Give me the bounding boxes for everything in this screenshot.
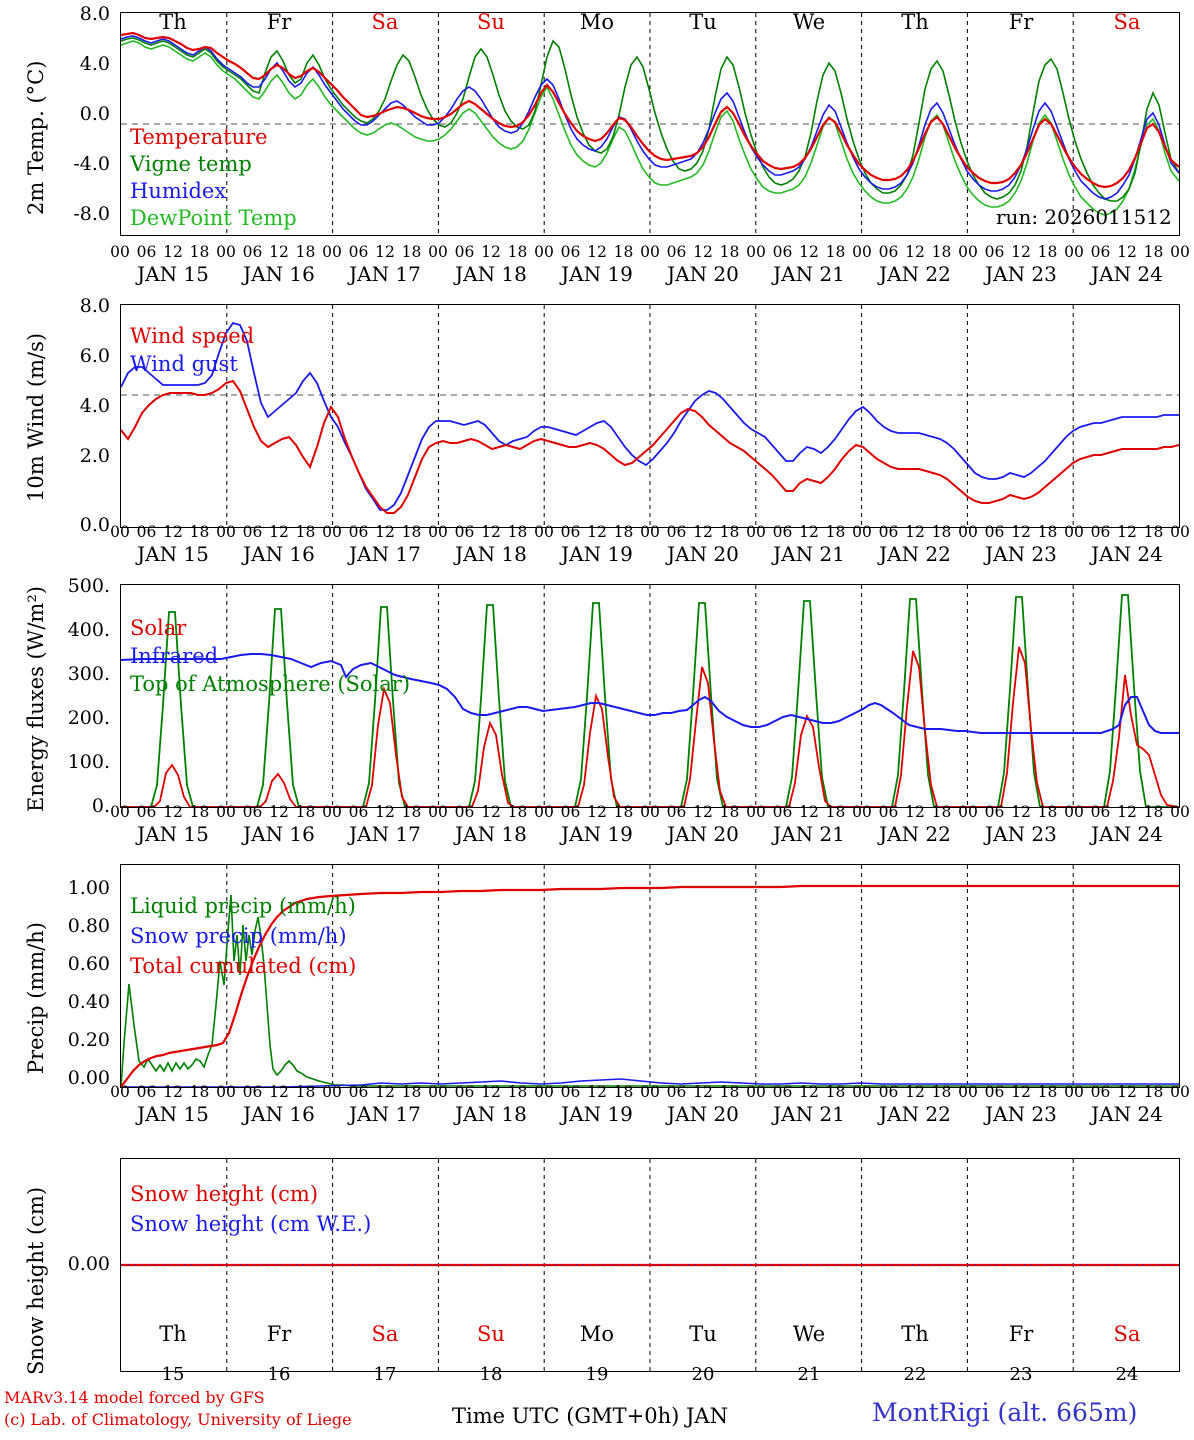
x-tick-day-number: 16 bbox=[267, 1364, 291, 1385]
footer-model-line2: (c) Lab. of Climatology, University of Liege bbox=[4, 1410, 352, 1429]
x-tick-hour: 00 bbox=[746, 243, 766, 261]
x-tick-hour: 00 bbox=[1064, 1083, 1084, 1101]
ytick-temp-4: 4.0 bbox=[79, 53, 110, 75]
x-tick-hour: 18 bbox=[825, 803, 846, 821]
x-tick-hour: 12 bbox=[269, 243, 289, 261]
day-label-2: Sa bbox=[371, 10, 399, 34]
plot-temperature bbox=[120, 12, 1180, 236]
x-tick-hour: 12 bbox=[163, 803, 183, 821]
x-tick-hour: 18 bbox=[189, 1083, 210, 1101]
x-tick-hour: 18 bbox=[1037, 243, 1058, 261]
x-tick-hour: 12 bbox=[269, 523, 289, 541]
x-tick-hour: 12 bbox=[799, 523, 819, 541]
x-tick-hour: 00 bbox=[746, 803, 766, 821]
x-tick-date: JAN 23 bbox=[985, 822, 1057, 846]
x-tick-date: JAN 16 bbox=[243, 542, 315, 566]
x-tick-hour: 00 bbox=[322, 523, 342, 541]
x-tick-hour: 12 bbox=[163, 243, 183, 261]
x-tick-hour: 00 bbox=[216, 243, 236, 261]
legend-total-cumulated: Total cumulated (cm) bbox=[130, 954, 357, 978]
day-label-3: Su bbox=[477, 10, 505, 34]
x-tick-hour: 06 bbox=[772, 803, 793, 821]
x-tick-hour: 00 bbox=[1064, 523, 1084, 541]
ytick-precip-020: 0.20 bbox=[67, 1029, 110, 1051]
x-tick-hour: 00 bbox=[322, 803, 342, 821]
x-tick-date: JAN 20 bbox=[667, 262, 739, 286]
x-tick-date: JAN 24 bbox=[1091, 822, 1163, 846]
x-tick-hour: 00 bbox=[958, 523, 978, 541]
x-tick-hour: 18 bbox=[295, 1083, 316, 1101]
x-tick-hour: 12 bbox=[587, 803, 607, 821]
x-tick-hour: 12 bbox=[269, 1083, 289, 1101]
x-tick-hour: 06 bbox=[772, 1083, 793, 1101]
x-tick-date: JAN 23 bbox=[985, 542, 1057, 566]
x-tick-day-number: 18 bbox=[479, 1364, 503, 1385]
x-tick-hour: 18 bbox=[401, 803, 422, 821]
x-tick-hour: 18 bbox=[825, 1083, 846, 1101]
x-tick-hour: 06 bbox=[454, 243, 475, 261]
x-tick-day-number: 22 bbox=[903, 1364, 927, 1385]
bottom-day-label-3: Su bbox=[477, 1322, 505, 1346]
x-tick-date: JAN 19 bbox=[561, 822, 633, 846]
x-tick-hour: 18 bbox=[931, 243, 952, 261]
x-tick-hour: 00 bbox=[640, 803, 660, 821]
legend-wind-gust: Wind gust bbox=[130, 352, 238, 376]
day-label-0: Th bbox=[159, 10, 187, 34]
x-tick-date: JAN 18 bbox=[455, 1102, 527, 1126]
x-tick-hour: 12 bbox=[481, 523, 501, 541]
bottom-day-label-4: Mo bbox=[579, 1322, 615, 1346]
x-tick-hour: 18 bbox=[1143, 1083, 1164, 1101]
x-tick-hour: 00 bbox=[958, 803, 978, 821]
x-tick-hour: 18 bbox=[719, 243, 740, 261]
x-tick-hour: 00 bbox=[534, 243, 554, 261]
x-tick-hour: 00 bbox=[852, 1083, 872, 1101]
x-tick-hour: 06 bbox=[772, 243, 793, 261]
x-tick-date: JAN 15 bbox=[137, 1102, 209, 1126]
axis-label-temperature: 2m Temp. (°C) bbox=[24, 60, 48, 215]
x-tick-hour: 12 bbox=[375, 1083, 395, 1101]
x-tick-hour: 00 bbox=[216, 523, 236, 541]
x-tick-hour: 00 bbox=[322, 243, 342, 261]
x-tick-date: JAN 15 bbox=[137, 822, 209, 846]
x-tick-hour: 00 bbox=[534, 1083, 554, 1101]
x-tick-hour: 18 bbox=[825, 523, 846, 541]
x-tick-hour: 06 bbox=[242, 1083, 263, 1101]
x-tick-hour: 06 bbox=[560, 523, 581, 541]
x-tick-hour: 06 bbox=[666, 1083, 687, 1101]
x-tick-hour: 12 bbox=[905, 803, 925, 821]
legend-infrared: Infrared bbox=[130, 644, 219, 668]
x-tick-date: JAN 17 bbox=[349, 542, 421, 566]
legend-snow-height-we: Snow height (cm W.E.) bbox=[130, 1212, 372, 1236]
ytick-flux-0: 0. bbox=[91, 795, 110, 817]
legend-vigne-temp: Vigne temp bbox=[130, 152, 252, 176]
x-tick-date: JAN 20 bbox=[667, 1102, 739, 1126]
x-tick-hour: 18 bbox=[189, 803, 210, 821]
x-tick-day-number: 23 bbox=[1009, 1364, 1033, 1385]
x-tick-date: JAN 16 bbox=[243, 262, 315, 286]
bottom-day-label-9: Sa bbox=[1113, 1322, 1141, 1346]
x-tick-hour: 00 bbox=[322, 1083, 342, 1101]
x-tick-hour: 00 bbox=[958, 1083, 978, 1101]
x-tick-date: JAN 19 bbox=[561, 1102, 633, 1126]
x-tick-hour: 00 bbox=[1064, 803, 1084, 821]
day-label-1: Fr bbox=[266, 10, 292, 34]
x-tick-hour: 06 bbox=[136, 523, 157, 541]
ytick-precip-000: 0.00 bbox=[67, 1067, 110, 1089]
x-tick-hour: 06 bbox=[984, 243, 1005, 261]
x-tick-hour: 12 bbox=[799, 243, 819, 261]
axis-label-energy: Energy fluxes (W/m²) bbox=[24, 586, 48, 812]
x-tick-hour: 06 bbox=[242, 803, 263, 821]
x-tick-hour: 12 bbox=[1011, 523, 1031, 541]
x-tick-hour: 12 bbox=[587, 1083, 607, 1101]
x-tick-hour: 18 bbox=[613, 523, 634, 541]
x-tick-hour: 00 bbox=[110, 523, 130, 541]
x-tick-hour: 00 bbox=[110, 243, 130, 261]
x-tick-hour: 06 bbox=[348, 803, 369, 821]
ytick-precip-040: 0.40 bbox=[67, 991, 110, 1013]
x-tick-hour: 06 bbox=[878, 523, 899, 541]
x-tick-hour: 06 bbox=[136, 803, 157, 821]
x-tick-day-number: 17 bbox=[373, 1364, 397, 1385]
x-tick-hour: 12 bbox=[375, 243, 395, 261]
x-tick-date: JAN 24 bbox=[1091, 1102, 1163, 1126]
x-tick-hour: 06 bbox=[1090, 243, 1111, 261]
axis-label-wind: 10m Wind (m/s) bbox=[24, 332, 48, 502]
x-tick-hour: 06 bbox=[454, 523, 475, 541]
ytick-flux-100: 100. bbox=[67, 751, 110, 773]
x-tick-hour: 00 bbox=[1064, 243, 1084, 261]
x-tick-date: JAN 18 bbox=[455, 262, 527, 286]
x-tick-date: JAN 17 bbox=[349, 262, 421, 286]
ytick-precip-080: 0.80 bbox=[67, 915, 110, 937]
x-tick-date: JAN 21 bbox=[773, 262, 845, 286]
x-tick-hour: 18 bbox=[1037, 803, 1058, 821]
ytick-temp-m4: -4.0 bbox=[73, 153, 110, 175]
x-tick-hour: 00 bbox=[852, 803, 872, 821]
x-tick-hour: 06 bbox=[348, 243, 369, 261]
x-tick-hour: 06 bbox=[666, 523, 687, 541]
x-tick-hour: 18 bbox=[1143, 243, 1164, 261]
ytick-wind-2: 2.0 bbox=[79, 445, 110, 467]
x-tick-date: JAN 24 bbox=[1091, 542, 1163, 566]
x-tick-hour: 06 bbox=[136, 1083, 157, 1101]
x-tick-hour: 18 bbox=[1037, 1083, 1058, 1101]
ytick-flux-500: 500. bbox=[67, 575, 110, 597]
x-tick-hour: 12 bbox=[587, 243, 607, 261]
footer-station-label: MontRigi (alt. 665m) bbox=[872, 1398, 1138, 1427]
x-tick-date: JAN 22 bbox=[879, 1102, 951, 1126]
ytick-temp-m8: -8.0 bbox=[73, 203, 110, 225]
x-tick-date: JAN 18 bbox=[455, 822, 527, 846]
x-tick-hour: 12 bbox=[1011, 243, 1031, 261]
x-tick-date: JAN 17 bbox=[349, 1102, 421, 1126]
x-tick-hour: 12 bbox=[269, 803, 289, 821]
x-tick-hour: 12 bbox=[1117, 243, 1137, 261]
x-tick-hour: 06 bbox=[348, 1083, 369, 1101]
ytick-flux-200: 200. bbox=[67, 707, 110, 729]
x-tick-hour: 06 bbox=[560, 1083, 581, 1101]
footer-model-line1: MARv3.14 model forced by GFS bbox=[4, 1388, 265, 1407]
x-tick-hour: 12 bbox=[481, 243, 501, 261]
bottom-day-label-5: Tu bbox=[689, 1322, 717, 1346]
x-tick-hour: 12 bbox=[1117, 1083, 1137, 1101]
x-tick-date: JAN 23 bbox=[985, 1102, 1057, 1126]
x-tick-date: JAN 22 bbox=[879, 822, 951, 846]
x-tick-hour: 12 bbox=[693, 523, 713, 541]
x-tick-date: JAN 15 bbox=[137, 262, 209, 286]
x-tick-hour: 00 bbox=[1170, 1083, 1190, 1101]
x-tick-hour: 18 bbox=[295, 523, 316, 541]
legend-top-of-atmosphere: Top of Atmosphere (Solar) bbox=[130, 672, 411, 696]
x-tick-hour: 12 bbox=[799, 803, 819, 821]
x-tick-hour: 06 bbox=[560, 243, 581, 261]
x-tick-hour: 06 bbox=[772, 523, 793, 541]
plot-energy-fluxes bbox=[120, 584, 1180, 808]
x-tick-hour: 00 bbox=[428, 243, 448, 261]
legend-wind-speed: Wind speed bbox=[130, 324, 255, 348]
x-tick-hour: 06 bbox=[984, 803, 1005, 821]
x-tick-hour: 00 bbox=[1170, 243, 1190, 261]
x-tick-hour: 18 bbox=[401, 243, 422, 261]
x-tick-hour: 18 bbox=[613, 243, 634, 261]
bottom-day-label-2: Sa bbox=[371, 1322, 399, 1346]
x-tick-hour: 00 bbox=[640, 1083, 660, 1101]
x-tick-hour: 00 bbox=[852, 243, 872, 261]
x-tick-hour: 18 bbox=[1143, 523, 1164, 541]
x-tick-hour: 18 bbox=[613, 803, 634, 821]
x-tick-hour: 12 bbox=[693, 803, 713, 821]
x-tick-hour: 00 bbox=[216, 1083, 236, 1101]
x-tick-hour: 00 bbox=[428, 803, 448, 821]
x-tick-hour: 06 bbox=[1090, 803, 1111, 821]
x-tick-hour: 12 bbox=[1117, 523, 1137, 541]
x-tick-day-number: 21 bbox=[797, 1364, 821, 1385]
x-tick-hour: 06 bbox=[454, 1083, 475, 1101]
x-tick-hour: 18 bbox=[931, 523, 952, 541]
x-tick-date: JAN 20 bbox=[667, 822, 739, 846]
x-tick-hour: 00 bbox=[110, 1083, 130, 1101]
x-tick-hour: 00 bbox=[428, 1083, 448, 1101]
x-tick-hour: 12 bbox=[481, 803, 501, 821]
day-label-5: Tu bbox=[689, 10, 717, 34]
x-tick-hour: 06 bbox=[242, 523, 263, 541]
x-tick-hour: 18 bbox=[1143, 803, 1164, 821]
bottom-day-label-8: Fr bbox=[1008, 1322, 1034, 1346]
x-tick-hour: 12 bbox=[693, 243, 713, 261]
axis-label-precip: Precip (mm/h) bbox=[24, 921, 48, 1074]
bottom-day-label-1: Fr bbox=[266, 1322, 292, 1346]
x-tick-hour: 06 bbox=[136, 243, 157, 261]
day-label-6: We bbox=[792, 10, 826, 34]
day-label-8: Fr bbox=[1008, 10, 1034, 34]
x-tick-date: JAN 24 bbox=[1091, 262, 1163, 286]
x-tick-hour: 12 bbox=[905, 243, 925, 261]
x-tick-hour: 06 bbox=[878, 243, 899, 261]
x-tick-hour: 12 bbox=[163, 523, 183, 541]
x-tick-date: JAN 16 bbox=[243, 1102, 315, 1126]
x-tick-hour: 06 bbox=[242, 243, 263, 261]
x-tick-hour: 18 bbox=[401, 1083, 422, 1101]
x-tick-hour: 18 bbox=[507, 523, 528, 541]
x-tick-hour: 00 bbox=[852, 523, 872, 541]
x-tick-hour: 18 bbox=[825, 243, 846, 261]
x-tick-hour: 06 bbox=[348, 523, 369, 541]
x-tick-hour: 18 bbox=[295, 803, 316, 821]
x-tick-hour: 18 bbox=[401, 523, 422, 541]
x-tick-hour: 00 bbox=[958, 243, 978, 261]
x-tick-hour: 12 bbox=[905, 1083, 925, 1101]
ytick-temp-0: 0.0 bbox=[79, 103, 110, 125]
x-tick-hour: 18 bbox=[507, 1083, 528, 1101]
x-tick-hour: 06 bbox=[560, 803, 581, 821]
legend-humidex: Humidex bbox=[130, 179, 227, 203]
x-tick-hour: 00 bbox=[534, 523, 554, 541]
x-tick-hour: 12 bbox=[693, 1083, 713, 1101]
ytick-wind-8: 8.0 bbox=[79, 295, 110, 317]
x-tick-hour: 00 bbox=[216, 803, 236, 821]
ytick-snow-000: 0.00 bbox=[67, 1253, 110, 1275]
x-tick-hour: 00 bbox=[110, 803, 130, 821]
x-tick-hour: 12 bbox=[375, 523, 395, 541]
x-tick-hour: 00 bbox=[428, 523, 448, 541]
day-label-9: Sa bbox=[1113, 10, 1141, 34]
x-tick-date: JAN 21 bbox=[773, 1102, 845, 1126]
ytick-wind-6: 6.0 bbox=[79, 345, 110, 367]
legend-snow-precip: Snow precip (mm/h) bbox=[130, 924, 347, 948]
x-tick-date: JAN 22 bbox=[879, 262, 951, 286]
x-tick-hour: 18 bbox=[507, 803, 528, 821]
x-tick-hour: 00 bbox=[640, 243, 660, 261]
x-tick-day-number: 20 bbox=[691, 1364, 715, 1385]
x-tick-hour: 06 bbox=[666, 803, 687, 821]
x-tick-hour: 12 bbox=[1011, 1083, 1031, 1101]
x-tick-hour: 12 bbox=[481, 1083, 501, 1101]
x-tick-date: JAN 19 bbox=[561, 542, 633, 566]
ytick-temp-8: 8.0 bbox=[79, 3, 110, 25]
day-label-7: Th bbox=[901, 10, 929, 34]
legend-liquid-precip: Liquid precip (mm/h) bbox=[130, 894, 356, 918]
x-tick-hour: 06 bbox=[984, 523, 1005, 541]
x-tick-day-number: 19 bbox=[585, 1364, 609, 1385]
x-tick-hour: 06 bbox=[984, 1083, 1005, 1101]
x-tick-hour: 18 bbox=[189, 523, 210, 541]
legend-temperature: Temperature bbox=[130, 125, 268, 149]
x-tick-hour: 12 bbox=[587, 523, 607, 541]
x-tick-date: JAN 20 bbox=[667, 542, 739, 566]
ytick-precip-100: 1.00 bbox=[67, 877, 110, 899]
x-tick-hour: 00 bbox=[1170, 523, 1190, 541]
x-tick-day-number: 15 bbox=[161, 1364, 185, 1385]
x-tick-hour: 12 bbox=[905, 523, 925, 541]
run-label: run: 2026011512 bbox=[996, 205, 1172, 229]
x-tick-hour: 12 bbox=[1117, 803, 1137, 821]
ytick-wind-0: 0.0 bbox=[79, 514, 110, 536]
legend-snow-height: Snow height (cm) bbox=[130, 1182, 319, 1206]
x-tick-hour: 06 bbox=[1090, 1083, 1111, 1101]
x-tick-date: JAN 18 bbox=[455, 542, 527, 566]
x-tick-date: JAN 21 bbox=[773, 822, 845, 846]
axis-label-snow-height: Snow height (cm) bbox=[24, 1186, 48, 1375]
x-tick-date: JAN 21 bbox=[773, 542, 845, 566]
x-tick-hour: 06 bbox=[878, 1083, 899, 1101]
x-tick-hour: 00 bbox=[746, 523, 766, 541]
x-tick-hour: 06 bbox=[666, 243, 687, 261]
x-tick-hour: 18 bbox=[931, 803, 952, 821]
x-tick-hour: 12 bbox=[799, 1083, 819, 1101]
ytick-flux-400: 400. bbox=[67, 619, 110, 641]
x-tick-hour: 18 bbox=[719, 523, 740, 541]
bottom-day-label-0: Th bbox=[159, 1322, 187, 1346]
x-tick-date: JAN 19 bbox=[561, 262, 633, 286]
x-tick-hour: 00 bbox=[534, 803, 554, 821]
x-tick-date: JAN 15 bbox=[137, 542, 209, 566]
x-tick-hour: 18 bbox=[613, 1083, 634, 1101]
x-tick-hour: 18 bbox=[931, 1083, 952, 1101]
legend-dewpoint-temp: DewPoint Temp bbox=[130, 206, 297, 230]
x-tick-day-number: 24 bbox=[1115, 1364, 1139, 1385]
x-tick-hour: 12 bbox=[1011, 803, 1031, 821]
x-tick-hour: 00 bbox=[640, 523, 660, 541]
x-tick-hour: 18 bbox=[189, 243, 210, 261]
x-tick-hour: 12 bbox=[375, 803, 395, 821]
x-tick-hour: 18 bbox=[295, 243, 316, 261]
x-tick-date: JAN 22 bbox=[879, 542, 951, 566]
plot-wind bbox=[120, 304, 1180, 528]
footer-time-axis-label: Time UTC (GMT+0h) JAN bbox=[452, 1404, 728, 1428]
x-tick-date: JAN 16 bbox=[243, 822, 315, 846]
x-tick-hour: 06 bbox=[878, 803, 899, 821]
x-tick-hour: 18 bbox=[719, 803, 740, 821]
x-tick-hour: 00 bbox=[1170, 803, 1190, 821]
x-tick-hour: 00 bbox=[746, 1083, 766, 1101]
x-tick-date: JAN 17 bbox=[349, 822, 421, 846]
day-label-4: Mo bbox=[579, 10, 615, 34]
bottom-day-label-6: We bbox=[792, 1322, 826, 1346]
ytick-flux-300: 300. bbox=[67, 663, 110, 685]
legend-solar: Solar bbox=[130, 616, 187, 640]
x-tick-hour: 12 bbox=[163, 1083, 183, 1101]
ytick-wind-4: 4.0 bbox=[79, 395, 110, 417]
bottom-day-label-7: Th bbox=[901, 1322, 929, 1346]
x-tick-hour: 18 bbox=[507, 243, 528, 261]
ytick-precip-060: 0.60 bbox=[67, 953, 110, 975]
x-tick-hour: 06 bbox=[454, 803, 475, 821]
x-tick-hour: 06 bbox=[1090, 523, 1111, 541]
x-tick-hour: 18 bbox=[1037, 523, 1058, 541]
x-tick-date: JAN 23 bbox=[985, 262, 1057, 286]
x-tick-hour: 18 bbox=[719, 1083, 740, 1101]
